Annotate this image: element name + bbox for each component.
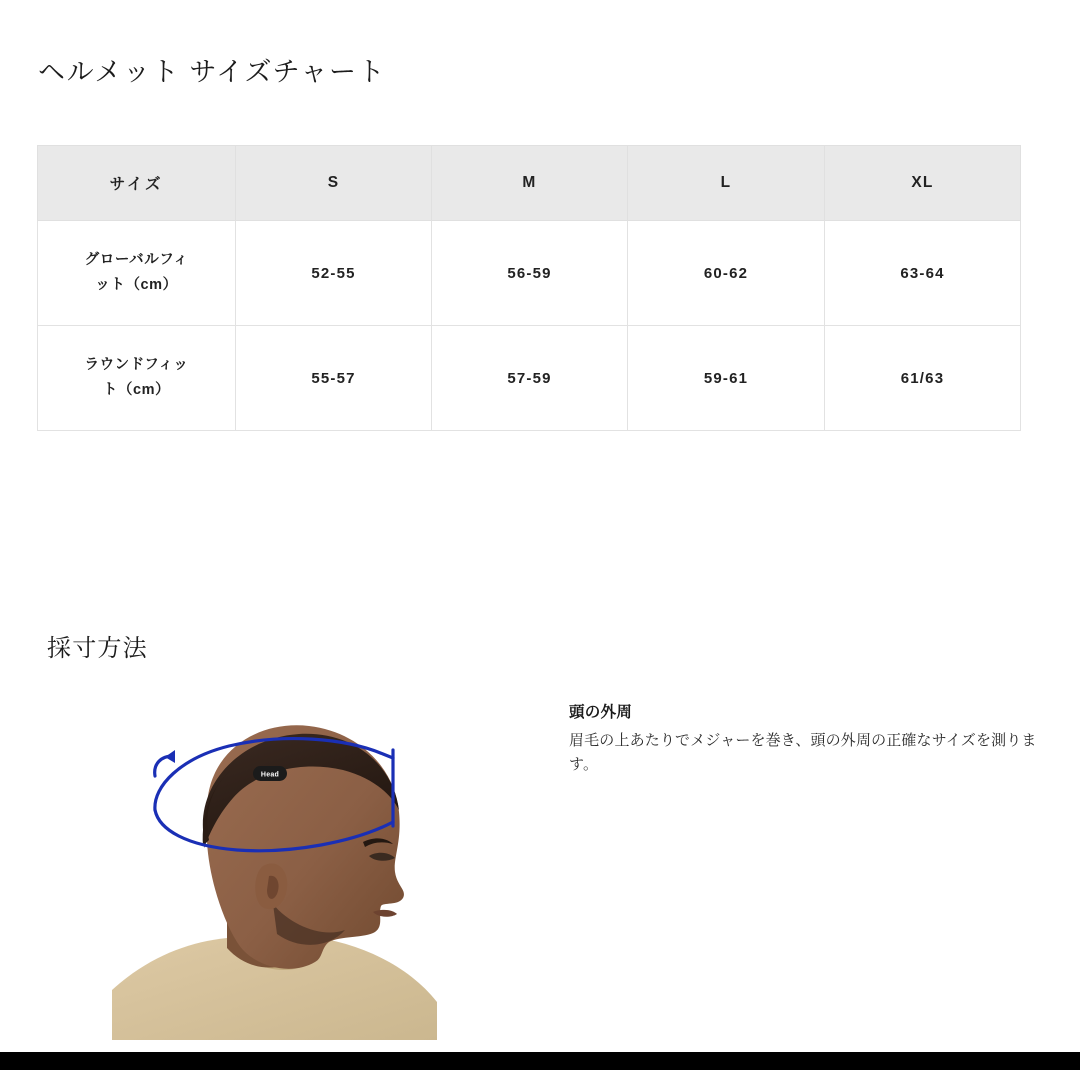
measure-note-heading: 頭の外周 xyxy=(569,704,633,721)
head-profile-figure xyxy=(77,690,477,1040)
table-row xyxy=(38,221,1021,326)
cell-global-m: 56-59 xyxy=(432,221,628,326)
page-title: ヘルメット サイズチャート xyxy=(38,57,387,88)
column-header-xl: XL xyxy=(825,146,1021,221)
cell-round-l: 59-61 xyxy=(628,326,825,431)
cell-global-l: 60-62 xyxy=(628,221,825,326)
table-header-row xyxy=(38,146,1021,221)
row-label-round-fit xyxy=(38,326,236,431)
head-label-text: Head xyxy=(260,771,280,779)
cell-global-s: 52-55 xyxy=(236,221,432,326)
measure-section xyxy=(47,680,1037,1040)
head-measurement-illustration xyxy=(77,690,477,1040)
column-header-s: S xyxy=(236,146,432,221)
row-label-line-1: グローバルフィ xyxy=(84,252,189,269)
table-header xyxy=(38,146,1021,221)
cell-round-m: 57-59 xyxy=(432,326,628,431)
row-label-line-2: ット（cm） xyxy=(95,277,178,293)
column-header-l: L xyxy=(628,146,825,221)
cell-round-s: 55-57 xyxy=(236,326,432,431)
table-body xyxy=(38,221,1021,431)
measure-section-title: 採寸方法 xyxy=(47,634,148,662)
row-label-global-fit xyxy=(38,221,236,326)
tape-arrow-head xyxy=(165,750,175,763)
measure-note-body: 眉毛の上あたりでメジャーを巻き、頭の外周の正確なサイズを測ります。 xyxy=(569,732,1037,774)
size-table-container xyxy=(37,145,1020,431)
cell-round-xl: 61/63 xyxy=(825,326,1021,431)
row-label-line-1: ラウンドフィッ xyxy=(84,357,189,374)
measure-note xyxy=(569,700,1039,778)
bottom-black-strip xyxy=(0,1052,1080,1070)
row-label-line-2: ト（cm） xyxy=(102,382,171,398)
cell-global-xl: 63-64 xyxy=(825,221,1021,326)
table-row xyxy=(38,326,1021,431)
size-table xyxy=(37,145,1021,431)
column-header-m: M xyxy=(432,146,628,221)
column-header-size: サイズ xyxy=(38,146,236,221)
